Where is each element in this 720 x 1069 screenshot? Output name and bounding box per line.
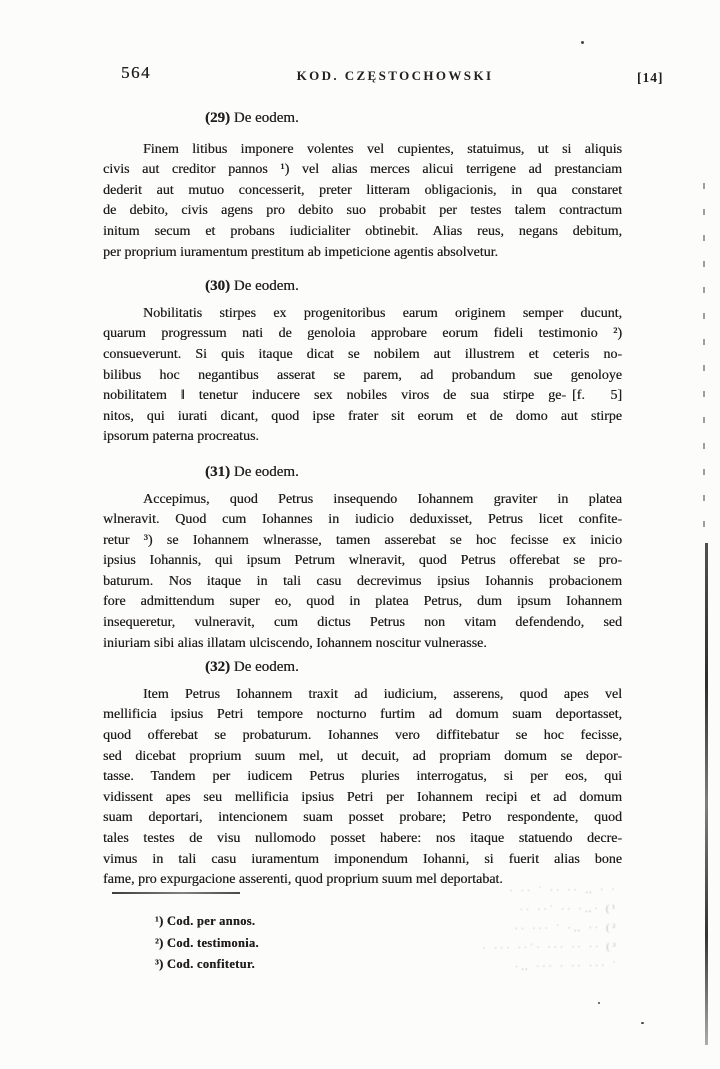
folio-marker: [f. 5] [572,388,622,404]
text-line: Finem litibus imponere volentes vel cupientes, statuimus, ut si aliquis [143,141,622,157]
text-line: fore admittendum super eo, quod in platea Petrus, dum ipsum Iohannem [103,594,622,610]
paragraph-30 [103,304,622,448]
footnote-2: ²) Cod. testimonia. [155,935,259,950]
page-edge-binding-line [705,543,708,1045]
text-line: civis aut creditor pannos ¹) vel alias merces alicui terrigene ad prestanciam [103,162,622,178]
text-line: tasse. Tandem per iudicem Petrus pluries interrogatus, si per eos, qui [103,769,622,785]
page-number: 564 [121,63,151,82]
text-line: baturum. Nos itaque in tali casu decrevimus ipsius Iohannis probacionem [103,573,622,589]
bleedthrough-text [427,881,618,979]
text-line: quarum progressum nati de genoloia approbare eorum fideli testimonio ²) [103,326,622,342]
bleedthrough-line: ·· ··˙ ·· ·‥· (¹ [519,902,618,917]
text-line: Nobilitatis stirpes ex progenitoribus earum originem semper ducunt, [143,305,622,321]
text-line-with-folio [103,386,622,407]
text-line: fame, pro expurgacione asserenti, quod proprium suum mel deportabat. [103,872,503,888]
bleedthrough-line: · ·· ˙ ·· ·· ‥ · · [509,883,618,898]
footnotes [155,911,259,976]
ink-speck [598,1002,600,1004]
section-number: (30) [205,278,230,295]
footnote-1: ¹) Cod. per annos. [155,914,256,928]
section-title: De eodem. [233,278,299,295]
section-title: De eodem. [233,110,299,126]
paragraph-32 [103,685,622,891]
text-line: insequeretur, vulneravit, cum dictus Petrus non vitam defendendo, sed [103,615,622,631]
section-heading-29 [205,108,622,129]
section-title: De eodem. [233,463,299,480]
main-text-block [103,100,622,891]
folio-reference: [14] [637,70,664,85]
text-line: dederit aut mutuo concesserit, preter litteram obligacionis, in qua constaret [103,182,622,198]
section-number: (32) [205,659,230,676]
text-line: Item Petrus Iohannem traxit ad iudicium, asserens, quod apes vel [143,686,622,702]
bleedthrough-line: ·· ··· ˙ ·‥ ·· (² [514,921,619,936]
text-line: de debito, civis agens pro debito suo probabit per testes talem contractum [103,203,622,219]
text-line: retur ³) se Iohannem wlnerasse, tamen asserebat se hoc fecisse ex inicio [103,532,622,548]
text-line: iniuriam sibi alias illatam ulciscendo, Iohannem noscitur vulnerasse. [103,635,487,651]
text-line: nitos, qui iurati dicant, quod ipse frater sit eorum et de domo aut stirpe [103,408,622,424]
text-line: vidissent apes seu mellificia ipsius Petri per Iohannem recipi et ad domum [103,789,622,805]
text-line: wlneravit. Quod cum Iohannes in iudicio deduxisset, Petrus licet confite- [103,512,622,528]
text-line: initum secum et probans iudicialiter obtinebit. Alias reus, negans debitum, [103,223,622,239]
text-line: Accepimus, quod Petrus insequendo Iohannem graviter in platea [143,491,622,507]
ink-speck [641,1022,644,1024]
text-line: sed dicebat proprium suum mel, ut decuit, ad propriam domum se depor- [103,748,622,764]
text-line: bilibus hoc negantibus asserat se parem, ad probandum sue genoloye [103,367,622,383]
running-title: KOD. CZĘSTOCHOWSKI [296,68,494,83]
section-heading-32 [205,657,622,678]
section-title: De eodem. [233,659,299,676]
bleedthrough-line: ·‥ ··· · ·· ··· ˙ [514,959,619,974]
section-number: (29) [205,110,230,126]
text-line: consueverunt. Si quis itaque dicat se nobilem aut illustrem et ceteris no- [103,346,622,362]
text-line: vimus in tali casu iuramentum imponendum Iohanni, si fuerit alias bone [103,851,622,867]
page-edge-dashed-mark [703,183,705,541]
footnote-separator-rule [112,892,240,894]
text-line: mellificia ipsius Petri tempore nocturno furtim ad domum suam deportasset, [103,707,622,723]
section-number: (31) [205,463,230,480]
footnote-3: ³) Cod. confitetur. [155,957,255,971]
text-line: tales testes de visu nullomodo posset habere: nos itaque statuendo decre- [103,831,622,846]
text-line: suam deportari, intencionem suam posset probare; Petro respondente, quod [103,810,622,826]
text-line: per proprium iuramentum prestitum ab impeticione agentis absolvetur. [103,244,499,260]
section-heading-31 [205,462,622,483]
text-line: nobilitatem ‖ tenetur inducere sex nobiles viros de sua stirpe ge- [103,388,566,404]
bleedthrough-line: · ··· ··˙· ··· ·· ·· (³ [482,940,619,955]
text-line: quod offerebat se probaturum. Iohannes vero diffitebatur se hoc fecisse, [103,728,622,744]
text-line: ipsius Iohannis, qui ipsum Petrum wlneravit, quod Petrus offerebat se pro- [103,553,622,569]
section-heading-30 [205,276,622,297]
paragraph-31 [103,490,622,655]
text-line: ipsorum paterna procreatus. [103,429,259,445]
paragraph-29 [103,140,622,264]
ink-speck [581,41,584,44]
